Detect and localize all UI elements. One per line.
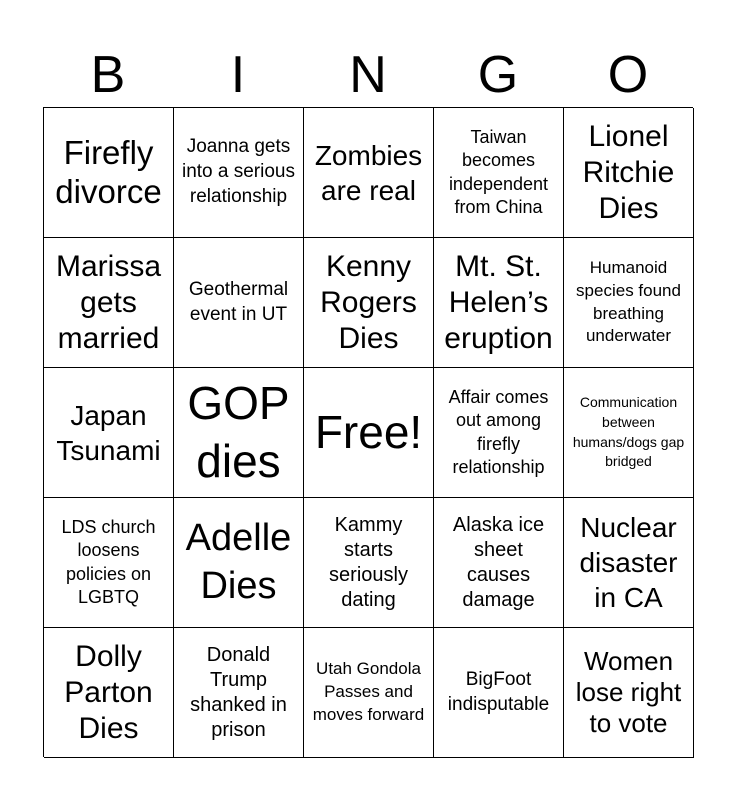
cell-text: Humanoid species found breathing underwater: [576, 257, 681, 346]
cell-text: Geothermal event in UT: [188, 278, 289, 325]
bingo-cell-r4c1[interactable]: [44, 498, 174, 628]
cell-text: Kammy starts seriously dating: [329, 513, 408, 611]
header-letter-n: N: [349, 46, 387, 104]
bingo-cell-r2c4[interactable]: [434, 238, 564, 368]
cell-text: Kenny Rogers Dies: [320, 249, 417, 355]
header-letter-i: I: [230, 46, 246, 104]
bingo-cell-r5c2[interactable]: [174, 628, 304, 758]
cell-text: Women lose right to vote: [575, 645, 682, 739]
bingo-cell-r4c3[interactable]: [304, 498, 434, 628]
bingo-cell-r5c5[interactable]: [564, 628, 694, 758]
bingo-cell-r5c4[interactable]: [434, 628, 564, 758]
header-letter-o: O: [607, 46, 649, 104]
cell-text: LDS church loosens policies on LGBTQ: [61, 516, 156, 607]
bingo-cell-r2c1[interactable]: [44, 238, 174, 368]
cell-text: Communication between humans/dogs gap bridged: [572, 394, 685, 470]
cell-text: Marissa gets married: [55, 249, 161, 355]
bingo-cell-r2c3[interactable]: [304, 238, 434, 368]
bingo-cell-r2c2[interactable]: [174, 238, 304, 368]
cell-text: Mt. St. Helen’s eruption: [444, 249, 553, 355]
bingo-cell-r1c3[interactable]: [304, 108, 434, 238]
cell-text: Japan Tsunami: [56, 399, 161, 466]
cell-text: Dolly Parton Dies: [64, 639, 153, 745]
cell-text: Adelle Dies: [185, 517, 292, 607]
cell-text: Affair comes out among firefly relationship: [448, 386, 549, 477]
bingo-cell-r4c4[interactable]: [434, 498, 564, 628]
cell-text: Nuclear disaster in CA: [579, 512, 678, 613]
bingo-cell-r1c2[interactable]: [174, 108, 304, 238]
free-space-text: Free!: [314, 405, 423, 458]
bingo-cell-r5c3[interactable]: [304, 628, 434, 758]
cell-text: Taiwan becomes independent from China: [448, 126, 549, 217]
header-letter-b: B: [90, 46, 126, 104]
bingo-header: [43, 44, 693, 106]
cell-text: Utah Gondola Passes and moves forward: [312, 659, 425, 724]
bingo-cell-r1c1[interactable]: [44, 108, 174, 238]
cell-text: Firefly divorce: [55, 133, 162, 210]
bingo-cell-r4c5[interactable]: [564, 498, 694, 628]
bingo-cell-r3c1[interactable]: [44, 368, 174, 498]
bingo-cell-r3c4[interactable]: [434, 368, 564, 498]
bingo-cell-r1c5[interactable]: [564, 108, 694, 238]
cell-text: Zombies are real: [314, 139, 423, 206]
header-letter-g: G: [477, 46, 519, 104]
bingo-cell-r3c5[interactable]: [564, 368, 694, 498]
bingo-cell-r1c4[interactable]: [434, 108, 564, 238]
cell-text: Joanna gets into a serious relationship: [181, 136, 295, 207]
bingo-cell-r3c2[interactable]: [174, 368, 304, 498]
cell-text: Alaska ice sheet causes damage: [452, 513, 545, 611]
cell-text: Donald Trump shanked in prison: [190, 643, 287, 741]
bingo-cell-r3c3-free[interactable]: [304, 368, 434, 498]
cell-text: GOP dies: [187, 377, 290, 487]
cell-text: BigFoot indisputable: [447, 668, 550, 715]
bingo-cell-r5c1[interactable]: [44, 628, 174, 758]
cell-text: Lionel Ritchie Dies: [582, 119, 675, 225]
bingo-cell-r4c2[interactable]: [174, 498, 304, 628]
bingo-cell-r2c5[interactable]: [564, 238, 694, 368]
bingo-board: [43, 107, 693, 757]
